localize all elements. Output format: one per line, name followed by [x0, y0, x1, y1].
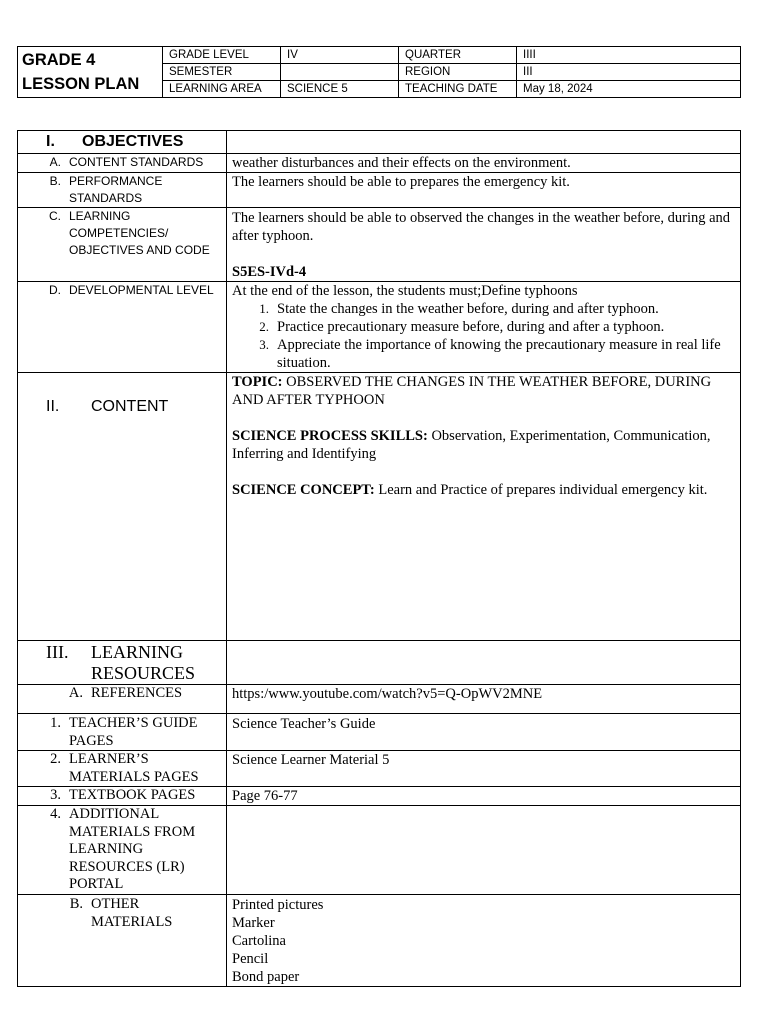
science-concept-label: SCIENCE CONCEPT:: [232, 482, 375, 498]
objectives-heading-value: [227, 131, 741, 154]
resources-num: III.: [46, 642, 69, 662]
resources-title: LEARNING RESOURCES: [91, 642, 196, 683]
list-item: Pencil: [232, 951, 269, 967]
other-materials-num: B.: [69, 896, 83, 912]
list-item: Marker: [232, 915, 275, 931]
lesson-plan-title: [18, 47, 163, 98]
lesson-plan-table: [17, 130, 741, 987]
process-skills-value: Observation, Experimentation, Communication, Inferring and Identifying: [232, 428, 711, 462]
list-item: 1. State the changes in the weather before, during and after typhoon.: [259, 301, 659, 317]
teachers-guide-value: Science Teacher’s Guide: [227, 714, 741, 751]
performance-standards-value: The learners should be able to prepares the emergency kit.: [227, 173, 741, 208]
title-line-2: LESSON PLAN: [22, 75, 140, 93]
developmental-level-label-cell: [18, 282, 227, 373]
references-value: https:/www.youtube.com/watch?v5=Q-OpWV2MNE: [227, 685, 741, 714]
science-concept-value: Learn and Practice of prepares individual emergency kit.: [378, 482, 708, 498]
science-concept: [232, 481, 736, 499]
header-table: [17, 46, 741, 98]
other-materials-list: [227, 895, 741, 987]
learning-area-value: SCIENCE 5: [281, 81, 399, 98]
grade-level-value: IV: [281, 47, 399, 64]
textbook-num: 3.: [50, 787, 61, 803]
teaching-date-value: May 18, 2024: [517, 81, 741, 98]
learners-materials-label-cell: [18, 751, 227, 787]
teaching-date-label: TEACHING DATE: [399, 81, 517, 98]
learners-materials-label: LEARNER’S MATERIALS PAGES: [69, 751, 199, 785]
performance-standards-label-cell: [18, 173, 227, 208]
list-item: Cartolina: [232, 933, 286, 949]
developmental-level-cell: [227, 282, 741, 373]
content-title: CONTENT: [91, 398, 169, 415]
teachers-guide-label-cell: [18, 714, 227, 751]
developmental-level-list: [232, 300, 736, 372]
teachers-guide-label: TEACHER’S GUIDE PAGES: [69, 715, 198, 749]
learning-competencies-value: The learners should be able to observed the changes in the weather before, during and after typhoon.: [232, 210, 731, 244]
content-standards-value: weather disturbances and their effects on the environment.: [227, 154, 741, 173]
topic: [232, 373, 736, 409]
content-standards-num: A.: [49, 155, 61, 169]
content-num: II.: [46, 398, 60, 415]
competency-code: S5ES-IVd-4: [232, 264, 307, 280]
learning-area-label: LEARNING AREA: [163, 81, 281, 98]
additional-materials-label-cell: [18, 806, 227, 895]
list-item: Bond paper: [232, 969, 300, 985]
textbook-label-cell: [18, 787, 227, 806]
additional-materials-label: ADDITIONAL MATERIALS FROM LEARNING RESOURCES (LR) PORTAL: [69, 806, 196, 892]
content-cell: [227, 373, 741, 641]
quarter-label: QUARTER: [399, 47, 517, 64]
semester-label: SEMESTER: [163, 64, 281, 81]
region-label: REGION: [399, 64, 517, 81]
process-skills: [232, 427, 736, 463]
list-item: 2. Practice precautionary measure before, during and after a typhoon.: [259, 319, 665, 335]
topic-value: OBSERVED THE CHANGES IN THE WEATHER BEFORE, DURING AND AFTER TYPHOON: [232, 374, 712, 408]
region-value: III: [517, 64, 741, 81]
references-label-cell: [18, 685, 227, 714]
content-standards-label-cell: [18, 154, 227, 173]
other-materials-label-cell: [18, 895, 227, 987]
learning-competencies-cell: [227, 208, 741, 282]
resources-heading: [18, 641, 227, 685]
learning-competencies-label: LEARNING COMPETENCIES/ OBJECTIVES AND CODE: [69, 209, 210, 257]
list-item: 3. Appreciate the importance of knowing the precautionary measure in real life situation.: [259, 337, 721, 371]
content-standards-label: CONTENT STANDARDS: [69, 155, 204, 169]
objectives-num: I.: [46, 133, 55, 150]
additional-materials-value: [227, 806, 741, 895]
textbook-value: Page 76-77: [227, 787, 741, 806]
list-item: Printed pictures: [232, 897, 324, 913]
performance-standards-num: B.: [49, 174, 61, 188]
teachers-guide-num: 1.: [50, 715, 61, 731]
resources-heading-value: [227, 641, 741, 685]
references-label: REFERENCES: [91, 685, 183, 701]
learners-materials-value: Science Learner Material 5: [227, 751, 741, 787]
process-skills-label: SCIENCE PROCESS SKILLS:: [232, 428, 428, 444]
title-line-1: GRADE 4: [22, 51, 96, 69]
other-materials-label: OTHER MATERIALS: [91, 896, 173, 930]
developmental-level-num: D.: [49, 283, 61, 297]
objectives-heading: [18, 131, 227, 154]
performance-standards-label: PERFORMANCE STANDARDS: [69, 174, 163, 205]
learning-competencies-num: C.: [49, 209, 61, 223]
quarter-value: IIII: [517, 47, 741, 64]
textbook-label: TEXTBOOK PAGES: [69, 787, 196, 803]
developmental-level-label: DEVELOPMENTAL LEVEL: [69, 283, 214, 297]
content-heading: [18, 373, 227, 641]
learning-competencies-label-cell: [18, 208, 227, 282]
semester-value: [281, 64, 399, 81]
grade-level-label: GRADE LEVEL: [163, 47, 281, 64]
references-num: A.: [68, 685, 83, 701]
objectives-title: OBJECTIVES: [82, 133, 184, 150]
additional-materials-num: 4.: [50, 806, 61, 822]
topic-label: TOPIC:: [232, 374, 283, 390]
developmental-level-intro: At the end of the lesson, the students must;Define typhoons: [232, 283, 578, 299]
learners-materials-num: 2.: [50, 751, 61, 767]
